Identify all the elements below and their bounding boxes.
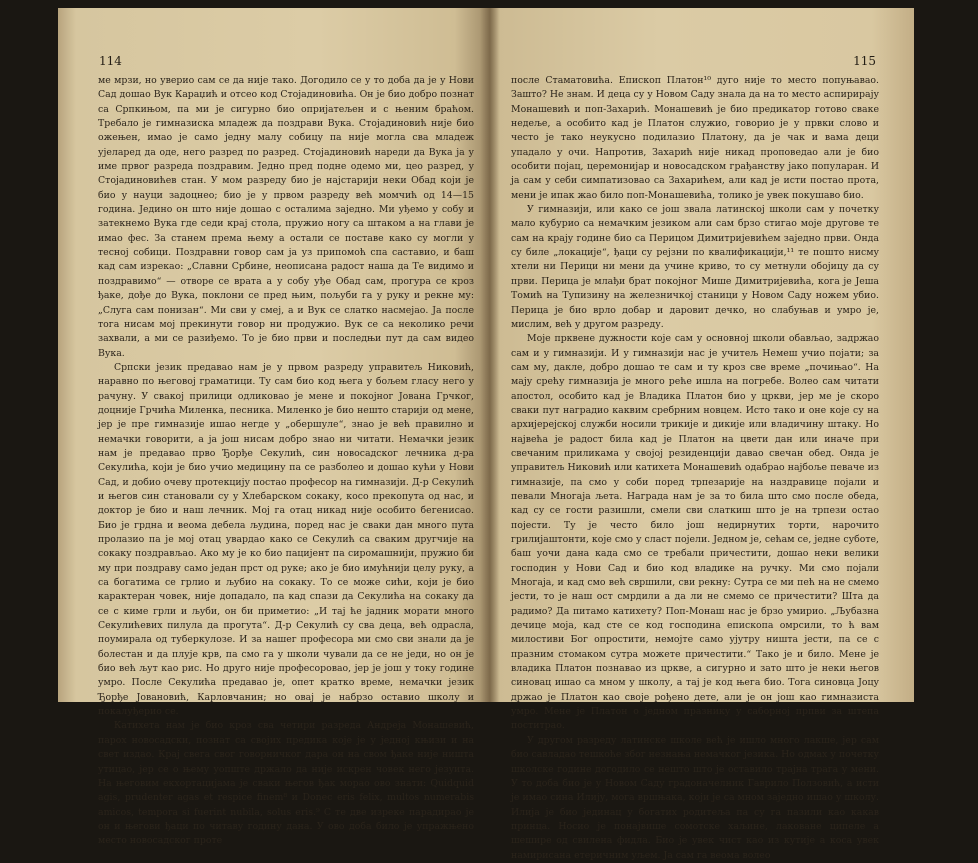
paragraph: ме мрзи, но уверио сам се да није тако. Догодило се у то доба да је у Нови Сад дошао Вук Караџић и отсео код Стојадиновића. Он је био добро познат са Српкињом, па ми је сигурно био опријатељен и с њеним браћом. Требало је гимназиска младеж да поздрави Вука. Стојадиновић није био ожењен, имао је само једну малу собицу па није могла сва младеж ујеларед да оде, него разред по разред. Стојадиновић нареди да Вука ја у име првог разреда поздравим. Једно пред подне одемо ми, цео разред, у Стојадиновићев стан. У мом разреду био је најстарији неки Обад који је био у науци задоцнео; био је у првом разреду већ момчић од 14—15 година. Једино он што није дошао с осталима заједно. Ми уђемо у собу и затекнемо Вука где седи крај стола, пружио ногу са штаком а на глави је имао фес. За станем према њему а остали се поставе како су могли у тесној собици. Поздравни говор сам ја уз припомоћ спа саставио, и баш кад сам изрекао: „Славни Србине, неописана радост наша да Те видимо и поздравимо“ — отворе се врата а у собу уђе Обад сам, прогура се кроз ђаке, дође до Вука, поклони се пред њим, пољуби га у руку и рекне му: „Слуга сам понизан“. Ми сви у смеј, а и Вук се слатко насмејао. Ја после тога нисам мој прекинути говор ни продужио. Вук се са неколико речи захвали, а ми се разиђемо. То је био први и последњи пут да сам видео Вука. <box>98 75 474 359</box>
gutter-shadow <box>480 8 500 702</box>
left-page-number: 114 <box>99 54 122 68</box>
right-page-text <box>511 74 879 863</box>
paragraph: Катихета нам је био кроз сва четири разреда Андреја Монашевић, парох новосадски, познат са својих предика које је у једној књизи и на свет издао. Крај свега свог говорничког дара он на свом ђаке није ништа утицао, јер се о њему уопште држало да није искрен човек него језуита. На његовим екхортацијама је сваки његов ђак морао ово знати: Quidquid agis, prudenter agas et respice finem⁸ и Donec eris felix, multos numerabis amicos, tempora si fuerint nubila, solus eris.⁹ С те две изреке парадирао је он и његови ђаци по читаву годину дана. У ово доба било је упражњено место новосадског проте <box>98 720 474 847</box>
paragraph: Српски језик предавао нам је у првом разреду управитељ Никовић, наравно по његовој граматици. Ту сам био код њега у бољем гласу него у рачуну. У свакој прилици одликовао је мене и покојног Јована Грчког, доцније Грчића Миленка, песника. Миленко је био нешто старији од мене, јер је пре гимназије ишао негде у „обершуле“, знао је већ правилно и немачки говорити, а ја још нисам добро знао ни читати. Немачки језик нам је предавао прво Ђорђе Секулић, син новосадског лечника д-ра Секулића, који је био учио медицину па се разболео и дошао кући у Нови Сад, и добио очеву протекцију постао професор на гимназији. Д-р Секулић и његов син становали су у Хлебарском сокаку, косо прекопута од нас, и доктор је био и наш лечник. Мој га отац никад није особито бегенисао. Био је грдна и веома дебела људина, поред нас је сваки дан много пута пролазио па је мој отац увардао како се Секулић са сваким другчије на сокаку поздрављао. Ако му је ко био пацијент па сиромашнији, пружио би му при поздраву само један прст од руке; ако је био имућнији целу руку, а са богатима се грлио и љубио на сокаку. То се може сићи, који је био карактеран човек, није допадало, па кад спази да Секулића на сокаку да се с киме грли и љуби, он би приметио: „И тај ће јадник морати много Секулићевих пилула да прогута“. Д-р Секулић су сва деца, већ одрасла, поумирала од туберкулозе. И за нашег професора ми смо сви знали да је болестан и да плује крв, па смо га у школи чували да се не једи, но он је био већ љут као рис. Но друго није професоровао, јер је још у току године умро. После Секулића предавао је, опет кратко време, немачки језик Ђорђе Јовановић, Карловчанин; но овај је набрзо оставио школу и покалуђерио се. <box>98 361 474 718</box>
left-page <box>58 8 489 847</box>
paragraph: У гимназији, или како се још звала латинској школи сам у почетку мало кубурио са немачким језиком али сам брзо стигао моје другове те сам на крају године био са Перицом Димитријевићем заједно први. Онда су биле „локације“, ђаци су рејзни по квалификацији,¹¹ те пошто нисму хтели ни Перици ни мени да учине криво, то су метнули обојицу да су први. Перица је млађи брат покојног Мише Димитријевића, кога је Јеша Томић на Тупизину на железничкој станици у Новом Саду ножем убио. Перица је био врло добар и даровит дечко, но слабуњав и умро је, мислим, већ у другом разреду. <box>511 204 879 330</box>
left-page-text <box>98 74 474 849</box>
paragraph: У другом разреду латинске школе већ је ишло много лакше, јер сам био савладао тешкоће због незнања немачког језика. Но одмах у почетку школске године догодило се нешто што је оставило трајна трага у мени. У то доба био је у Новом Саду градоначелник Гаврило Ползовић, а исти је имао сина Илију, мога вршњака, који је са мном заједно ишао у школу. Илија је био јединац у богатих родитеља па су га пазили као какав принца. Носио је понајвише сомотске хаљине, лаковане ципеле а шешире од свилена фидла. Био је увек чист као из кутије а коса увек намирисана етеричним уљем. Ја сам га веома волео <box>511 734 879 861</box>
right-page <box>489 8 914 861</box>
right-page-number: 115 <box>853 54 876 68</box>
paragraph: Моје прквене дужности које сам у основној школи обављао, задржао сам и у гимназији. И у гимназији нас је учитељ Немеш учио појати; за сам му, дакле, добро дошао те сам и ту кроз све време „почињао“. На мају срећу гимназија је много реће ишла на погребе. Волео сам читати апостол, особито кад је Владика Платон био у цркви, јер ме је скоро сваки пут наградио каквим сребрним новцем. Исто тако и оне које су на архијерејској служби носили трикије и дикије или владичину штаку. Но највећа је радост била кад је Платон на цвети дан или иначе при свечаним приликама у својој резиденцији давао свечан обед. Онда је управитељ Никовић или катихета Монашевић одабрао најбоље певаче из гимназије, па смо у соби поред трпезарије на наздравице појали и певали Многаја љета. Награда нам је за то била што смо после обеда, кад су се гости разишли, смели сви слаткиш што је на трпези остао појести. Ту је често било још недирнутих торти, нарочито грилијаштонти, које смо у сласт појели. Једном је, сећам се, једне суботе, баш уочи дана када смо се требали причестити, дошао неки велики господин у Нови Сад и био код владике на ручку. Ми смо појали Многаја, и кад смо већ свршили, сви рекну: Сутра се ми пећ на не смемо јести, то је наш ост смрдили а да ли не смемо се причестити? Шта да радимо? Да питамо катихету? Поп-Монаш нас је брзо умирио. „Љубазна дечице моја, кад сте се код господина епископа омрсили, то ћ вам милостиви Бог опростити, немојте само ујутру ништа јести, па се с празним стомаком сутра можете причестити.“ Тако је и било. Мене је владика Платон познавао из цркве, а сигурно и зато што је неки његов синовац ишао са мном у школу, а тај је код њега био. Тога синовца Јоцу држао је Платон као своје рођено дете, али је он још као гимназиста умро. Мене је Платон о једном празнику у саборној прпви за штепа поститрао. <box>511 333 879 732</box>
paragraph: после Стаматовића. Епископ Платон¹⁰ дуго није то место попуњавао. Зашто? Не знам. И деца су у Новом Саду знала да на то место аспирирају Монашевић и поп-Захарић. Монашевић је био предикатор готово сваке недеље, а особито кад је Платон служио, говорио је у првки слово и често је тако неукусно подилазио Платону, да је чак и вама деци упадало у очи. Напротив, Захарић није никад проповедао али је био особити појац, церемонијар и новосадском грађанству јако популаран. И ја сам у себи симпатизовао са Захарићем, али кад је исти постао прота, мени је ипак жао било поп-Монашевића, толико је увек покушаво био. <box>511 75 879 201</box>
